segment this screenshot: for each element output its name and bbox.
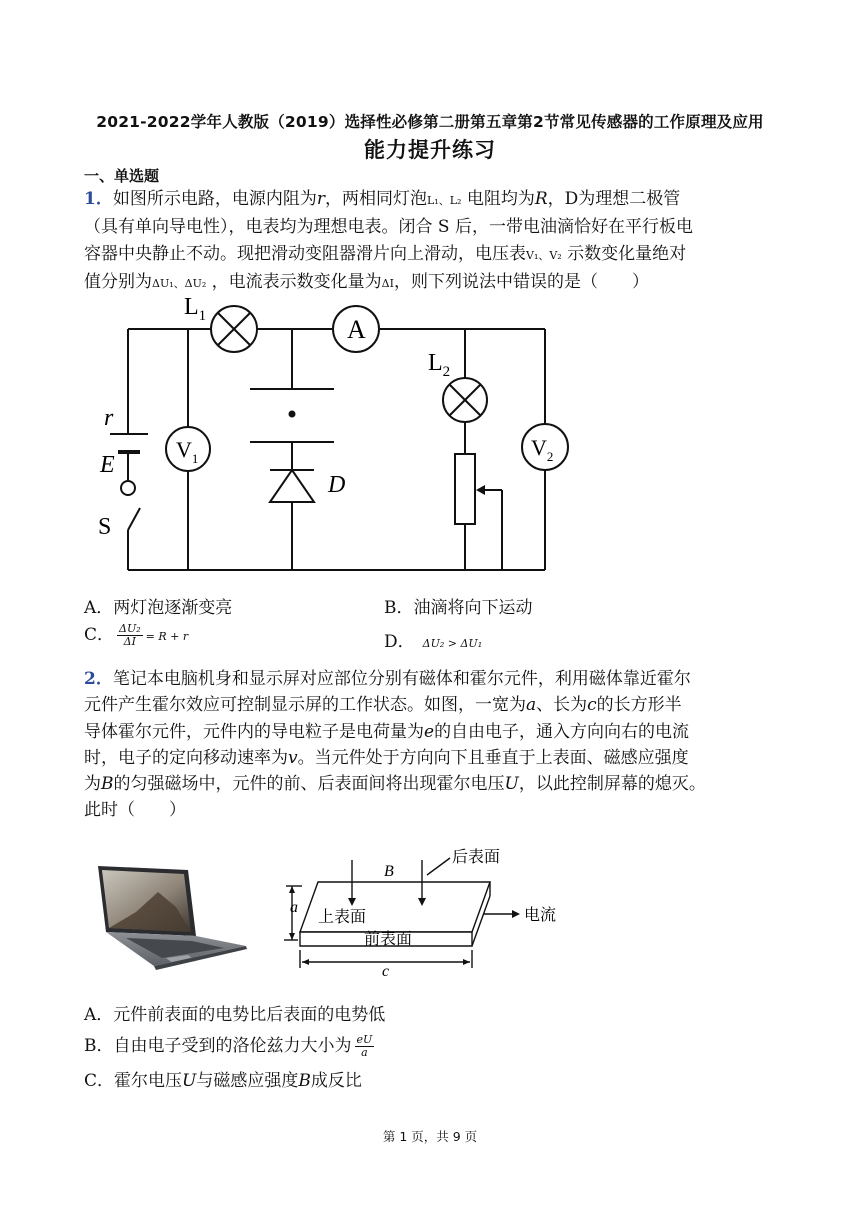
question-number: 1． bbox=[84, 189, 113, 209]
label-front-surface: 前表面 bbox=[364, 931, 413, 948]
question-2-stem: 2．笔记本电脑机身和显示屏对应部位分别有磁体和霍尔元件，利用磁体靠近霍尔 元件产生霍尔效应可控制显示屏的工作状态。如图，一宽为a、长为c的长方形半 导体霍尔元件，元件内的导电粒子是电荷量为e的自由电子，通入方向向右的电流 时，电子的定向移动速率为v。当元件处于方向向下且垂直于上表面、磁感应强度 为B的匀强磁场中，元件的前、后表面间将出现霍尔电压U，以此控制屏幕的熄灭。 此时（ ） bbox=[84, 669, 706, 821]
current-arrow-head bbox=[512, 910, 520, 918]
laptop-illustration bbox=[96, 862, 248, 974]
label-L1: $L_1$ bbox=[184, 294, 207, 324]
label-V1: $V_1$ bbox=[176, 437, 199, 466]
q2-option-c: C．霍尔电压U与磁感应强度B成反比 bbox=[84, 1071, 362, 1091]
document-subtitle: 能力提升练习 bbox=[364, 138, 496, 162]
label-E: E bbox=[100, 452, 115, 478]
label-a: a bbox=[290, 899, 298, 916]
q2-option-b: B．自由电子受到的洛伦兹力大小为 $\frac{eU}{a}$ bbox=[84, 1033, 373, 1059]
q1-option-c: C． $\frac{\text{ΔU₂}}{\Delta I}$ = R + r bbox=[84, 622, 189, 648]
label-back-surface: 后表面 bbox=[452, 849, 501, 866]
label-r: r bbox=[104, 405, 114, 431]
hall-element-diagram bbox=[272, 840, 572, 980]
oil-drop bbox=[289, 411, 296, 418]
fraction: $\frac{eU}{a}$ bbox=[356, 1033, 373, 1059]
q1-option-a: A．两灯泡逐渐变亮 bbox=[84, 598, 233, 618]
circuit-diagram bbox=[90, 292, 570, 577]
label-V2: $V_2$ bbox=[531, 435, 554, 464]
rheostat-slider-arrow bbox=[476, 485, 485, 495]
q1-option-b: B．油滴将向下运动 bbox=[384, 598, 533, 618]
label-c: c bbox=[382, 963, 390, 980]
label-current: 电流 bbox=[524, 907, 557, 924]
diode-triangle bbox=[270, 470, 314, 502]
dim-c-arrow-left bbox=[302, 959, 309, 965]
page-footer: 第 1 页，共 9 页 bbox=[382, 1129, 478, 1144]
label-A: A bbox=[347, 315, 366, 344]
dim-a-arrow-top bbox=[289, 886, 295, 893]
lamp-L2 bbox=[443, 378, 487, 422]
label-L2: $L_2$ bbox=[428, 350, 451, 380]
label-S: S bbox=[98, 514, 112, 540]
section-heading: 一、单选题 bbox=[84, 167, 160, 185]
question-1-stem: 1．如图所示电路，电源内阻为r，两相同灯泡L₁、L₂ 电阻均为R，D为理想二极管 （具有单向导电性），电表均为理想电表。闭合 S 后，一带电油滴恰好在平行板电 容器中央静止不动。现把滑动变阻器滑片向上滑动，电压表V₁、V₂ 示数变化量绝对 值分别为ΔU₁、ΔU₂ ，电流表示数变化量为ΔI，则下列说法中错误的是（ ） bbox=[84, 189, 693, 292]
lamp-L1 bbox=[211, 306, 257, 352]
rheostat bbox=[455, 454, 475, 524]
document-title: 2021-2022学年人教版（2019）选择性必修第二册第五章第2节常见传感器的工作原理及应用 bbox=[96, 113, 764, 131]
label-B: B bbox=[384, 863, 394, 880]
switch-pivot bbox=[121, 481, 135, 495]
dim-a-arrow-bottom bbox=[289, 933, 295, 940]
label-top-surface: 上表面 bbox=[318, 909, 367, 926]
dim-c-arrow-right bbox=[463, 959, 470, 965]
q1-option-d: D． ΔU₂ > ΔU₁ bbox=[384, 632, 483, 652]
question-number: 2． bbox=[84, 669, 113, 689]
q2-option-a: A．元件前表面的电势比后表面的电势低 bbox=[84, 1005, 386, 1025]
fraction: $\frac{\text{ΔU₂}}{\Delta I}$ bbox=[119, 622, 141, 648]
label-D: D bbox=[328, 472, 346, 498]
